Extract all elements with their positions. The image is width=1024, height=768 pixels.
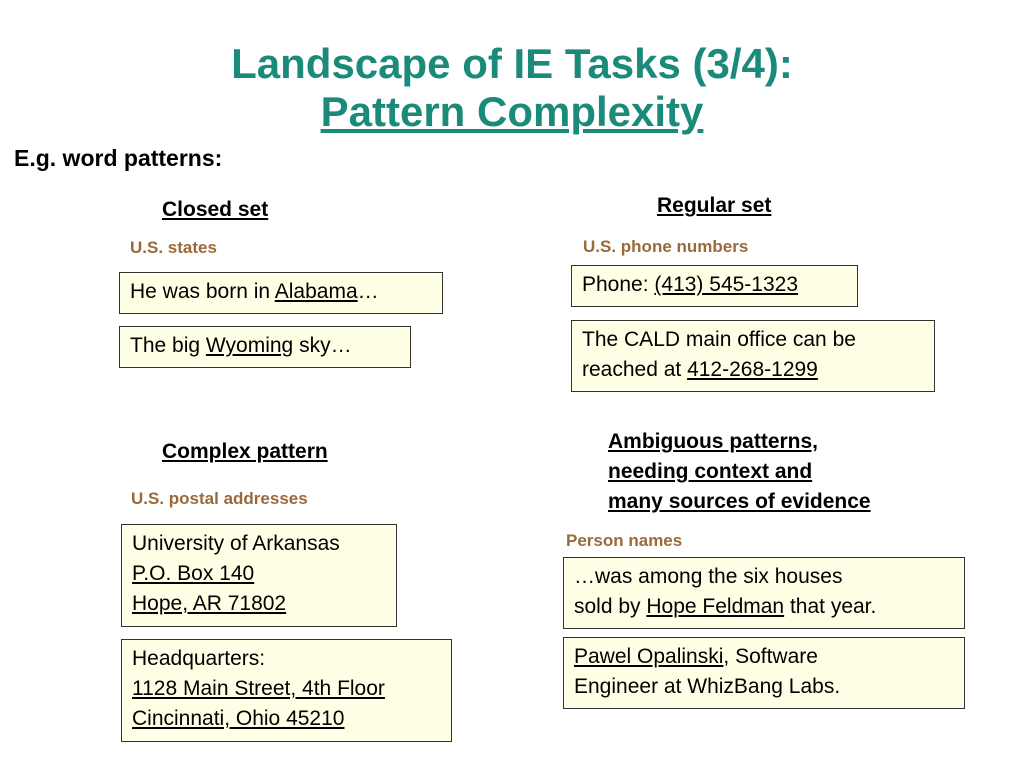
example-box-wyoming [119,326,411,368]
entity-highlight: Hope, AR 71802 [132,592,287,615]
example-text: …was among the six houses [574,565,843,588]
example-text: , Software [723,645,818,668]
ambiguous-heading [608,427,871,517]
regular-set-heading: Regular set [657,194,772,217]
complex-pattern-heading: Complex pattern [162,440,328,463]
example-text: reached at [582,358,688,381]
title-line-1: Landscape of IE Tasks (3/4): [231,40,793,87]
entity-highlight: P.O. Box 140 [132,562,255,585]
example-text: Phone: [582,273,655,296]
entity-highlight: Cincinnati, Ohio 45210 [132,707,345,730]
example-box-hope-feldman [563,557,965,629]
title-line-2: Pattern Complexity [320,88,704,135]
example-box-alabama [119,272,443,314]
closed-set-sublabel: U.S. states [130,238,217,257]
entity-highlight: Hope Feldman [646,595,785,618]
example-box-cincinnati-address [121,639,452,742]
entity-highlight: (413) 545-1323 [654,273,799,296]
ambiguous-heading-line: needing context and [608,460,813,483]
example-box-arkansas-address [121,524,397,627]
entity-highlight: 1128 Main Street, 4th Floor [132,677,385,700]
intro-text: E.g. word patterns: [14,145,223,171]
ambiguous-heading-line: many sources of evidence [608,490,871,513]
example-text: sky… [293,334,352,357]
ambiguous-heading-line: Ambiguous patterns, [608,430,819,453]
example-text: sold by [574,595,647,618]
example-box-pawel-opalinski [563,637,965,709]
regular-set-sublabel: U.S. phone numbers [583,237,749,256]
entity-highlight: Alabama [274,280,358,303]
ambiguous-sublabel: Person names [566,531,683,550]
entity-highlight: Pawel Opalinski [574,645,724,668]
complex-pattern-sublabel: U.S. postal addresses [131,489,308,508]
example-text: He was born in [130,280,275,303]
entity-highlight: Wyoming [205,334,294,357]
example-box-cald [571,320,935,392]
example-text: University of Arkansas [132,532,340,555]
example-text: … [357,280,379,303]
example-text: The CALD main office can be [582,328,856,351]
entity-highlight: 412-268-1299 [687,358,818,381]
example-text: that year. [784,595,877,618]
example-text: The big [130,334,206,357]
example-text: Headquarters: [132,647,266,670]
closed-set-heading: Closed set [162,198,269,221]
slide-title [0,40,1024,136]
example-box-phone [571,265,858,307]
example-text: Engineer at WhizBang Labs. [574,675,841,698]
